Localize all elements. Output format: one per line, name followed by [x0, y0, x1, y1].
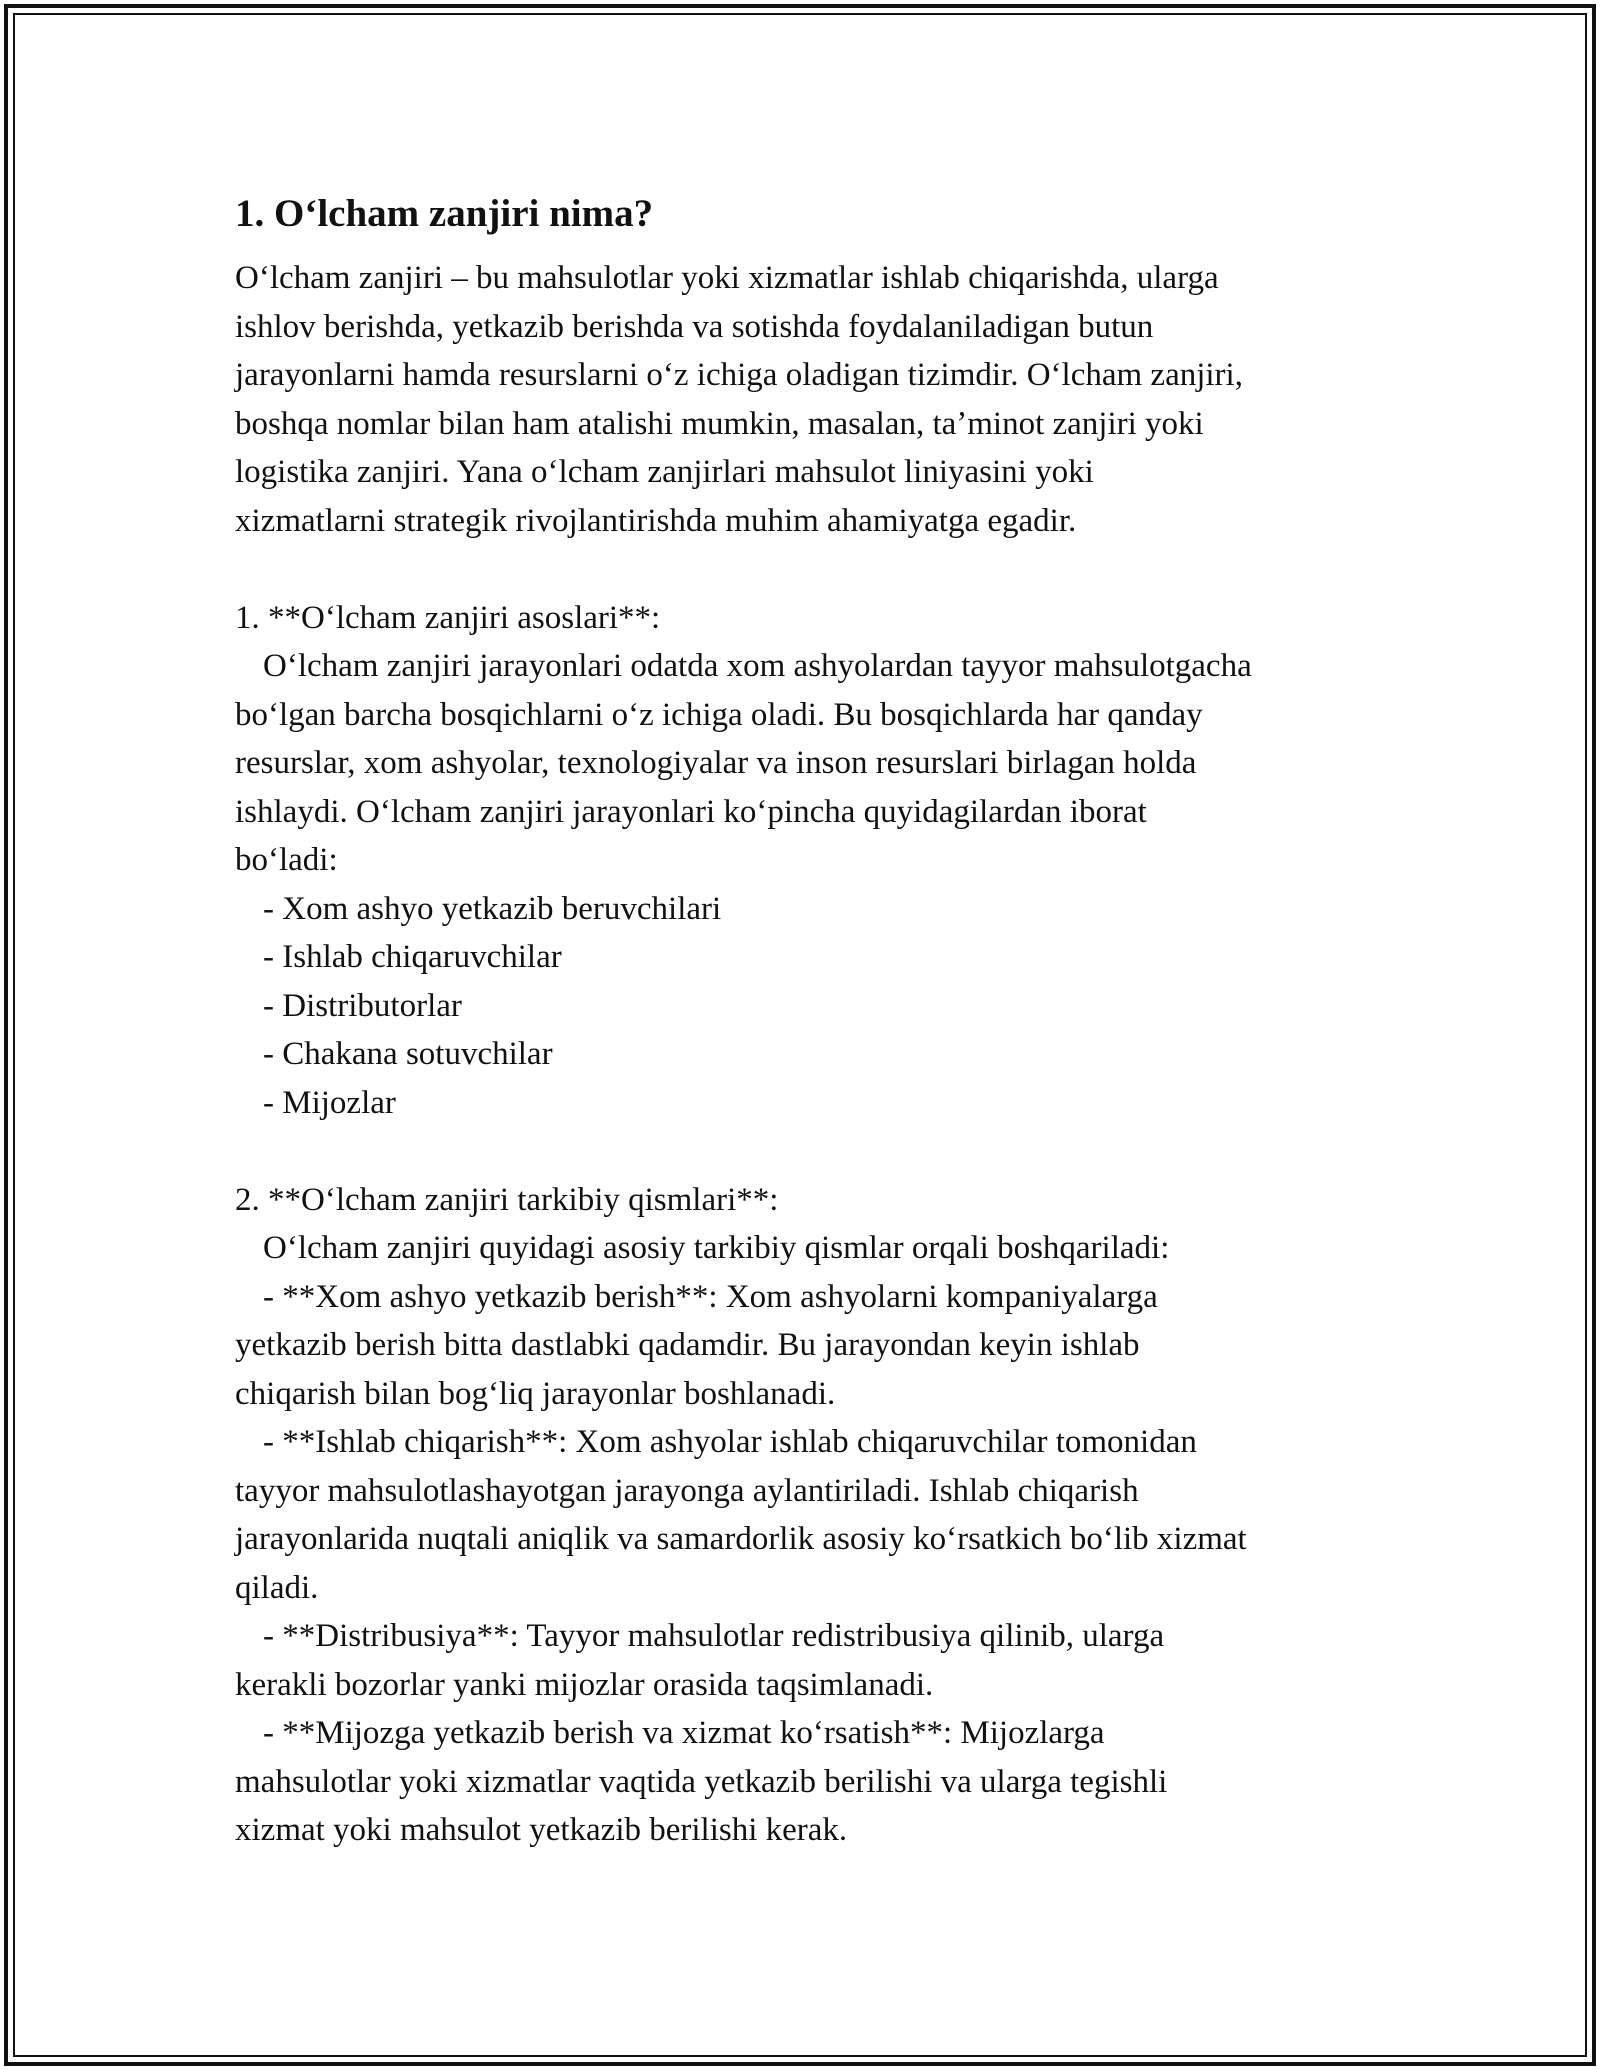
section-2-line: kerakli bozorlar yanki mijozlar orasida taqsimlanadi. — [235, 1666, 934, 1703]
intro-line: logistika zanjiri. Yana oʻlcham zanjirlari mahsulot liniyasini yoki — [235, 454, 1094, 490]
intro-line: boshqa nomlar bilan ham atalishi mumkin, masalan, taʼminot zanjiri yoki — [235, 405, 1204, 442]
spacer — [235, 1127, 1370, 1176]
section-2-line: - **Xom ashyo yetkazib berish**: Xom ashyolarni kompaniyalarga — [263, 1278, 1158, 1315]
section-2-line: Oʻlcham zanjiri quyidagi asosiy tarkibiy qismlar orqali boshqariladi: — [263, 1230, 1170, 1266]
section-1-title: 1. **Oʻlcham zanjiri asoslari**: — [235, 599, 661, 636]
document-body — [235, 186, 1370, 1855]
section-2 — [235, 1176, 1370, 1855]
section-2-line: - **Ishlab chiqarish**: Xom ashyolar ishlab chiqaruvchilar tomonidan — [263, 1424, 1197, 1460]
section-1-line: resurslar, xom ashyolar, texnologiyalar va inson resurslari birlagan holda — [235, 745, 1197, 781]
section-1-line: boʻladi: — [235, 842, 338, 878]
section-2-title: 2. **Oʻlcham zanjiri tarkibiy qismlari**: — [235, 1181, 779, 1218]
section-2-line: tayyor mahsulotlashayotgan jarayonga aylantiriladi. Ishlab chiqarish — [235, 1472, 1139, 1509]
intro-paragraph — [235, 254, 1370, 545]
section-2-line: mahsulotlar yoki xizmatlar vaqtida yetkazib berilishi va ularga tegishli — [235, 1763, 1168, 1800]
section-2-line: yetkazib berish bitta dastlabki qadamdir. Bu jarayondan keyin ishlab — [235, 1327, 1140, 1363]
list-item: - Chakana sotuvchilar — [263, 1036, 553, 1072]
section-2-line: jarayonlarida nuqtali aniqlik va samardorlik asosiy koʻrsatkich boʻlib xizmat — [235, 1521, 1247, 1557]
list-item: - Xom ashyo yetkazib beruvchilari — [263, 890, 722, 927]
section-1-line: Oʻlcham zanjiri jarayonlari odatda xom ashyolardan tayyor mahsulotgacha — [263, 648, 1252, 684]
intro-line: xizmatlarni strategik rivojlantirishda muhim ahamiyatga egadir. — [235, 502, 1077, 539]
section-2-line: qiladi. — [235, 1569, 319, 1606]
section-2-line: chiqarish bilan bogʻliq jarayonlar boshlanadi. — [235, 1375, 836, 1412]
intro-line: Oʻlcham zanjiri – bu mahsulotlar yoki xizmatlar ishlab chiqarishda, ularga — [235, 260, 1219, 296]
intro-line: jarayonlarni hamda resurslarni oʻz ichiga oladigan tizimdir. Oʻlcham zanjiri, — [235, 357, 1243, 393]
section-1-line: ishlaydi. Oʻlcham zanjiri jarayonlari koʻpincha quyidagilardan iborat — [235, 793, 1147, 830]
intro-line: ishlov berishda, yetkazib berishda va sotishda foydalaniladigan butun — [235, 308, 1154, 345]
section-1-line: boʻlgan barcha bosqichlarni oʻz ichiga oladi. Bu bosqichlarda har qanday — [235, 696, 1203, 733]
section-2-line: - **Distribusiya**: Tayyor mahsulotlar redistribusiya qilinib, ularga — [263, 1618, 1165, 1654]
list-item: - Ishlab chiqaruvchilar — [263, 939, 562, 975]
list-item: - Distributorlar — [263, 987, 462, 1024]
section-2-line: xizmat yoki mahsulot yetkazib berilishi kerak. — [235, 1812, 848, 1848]
section-2-line: - **Mijozga yetkazib berish va xizmat koʻrsatish**: Mijozlarga — [263, 1715, 1105, 1751]
section-1 — [235, 594, 1370, 1128]
document-heading: 1. Oʻlcham zanjiri nima? — [235, 192, 654, 235]
list-item: - Mijozlar — [263, 1084, 396, 1121]
spacer — [235, 545, 1370, 594]
